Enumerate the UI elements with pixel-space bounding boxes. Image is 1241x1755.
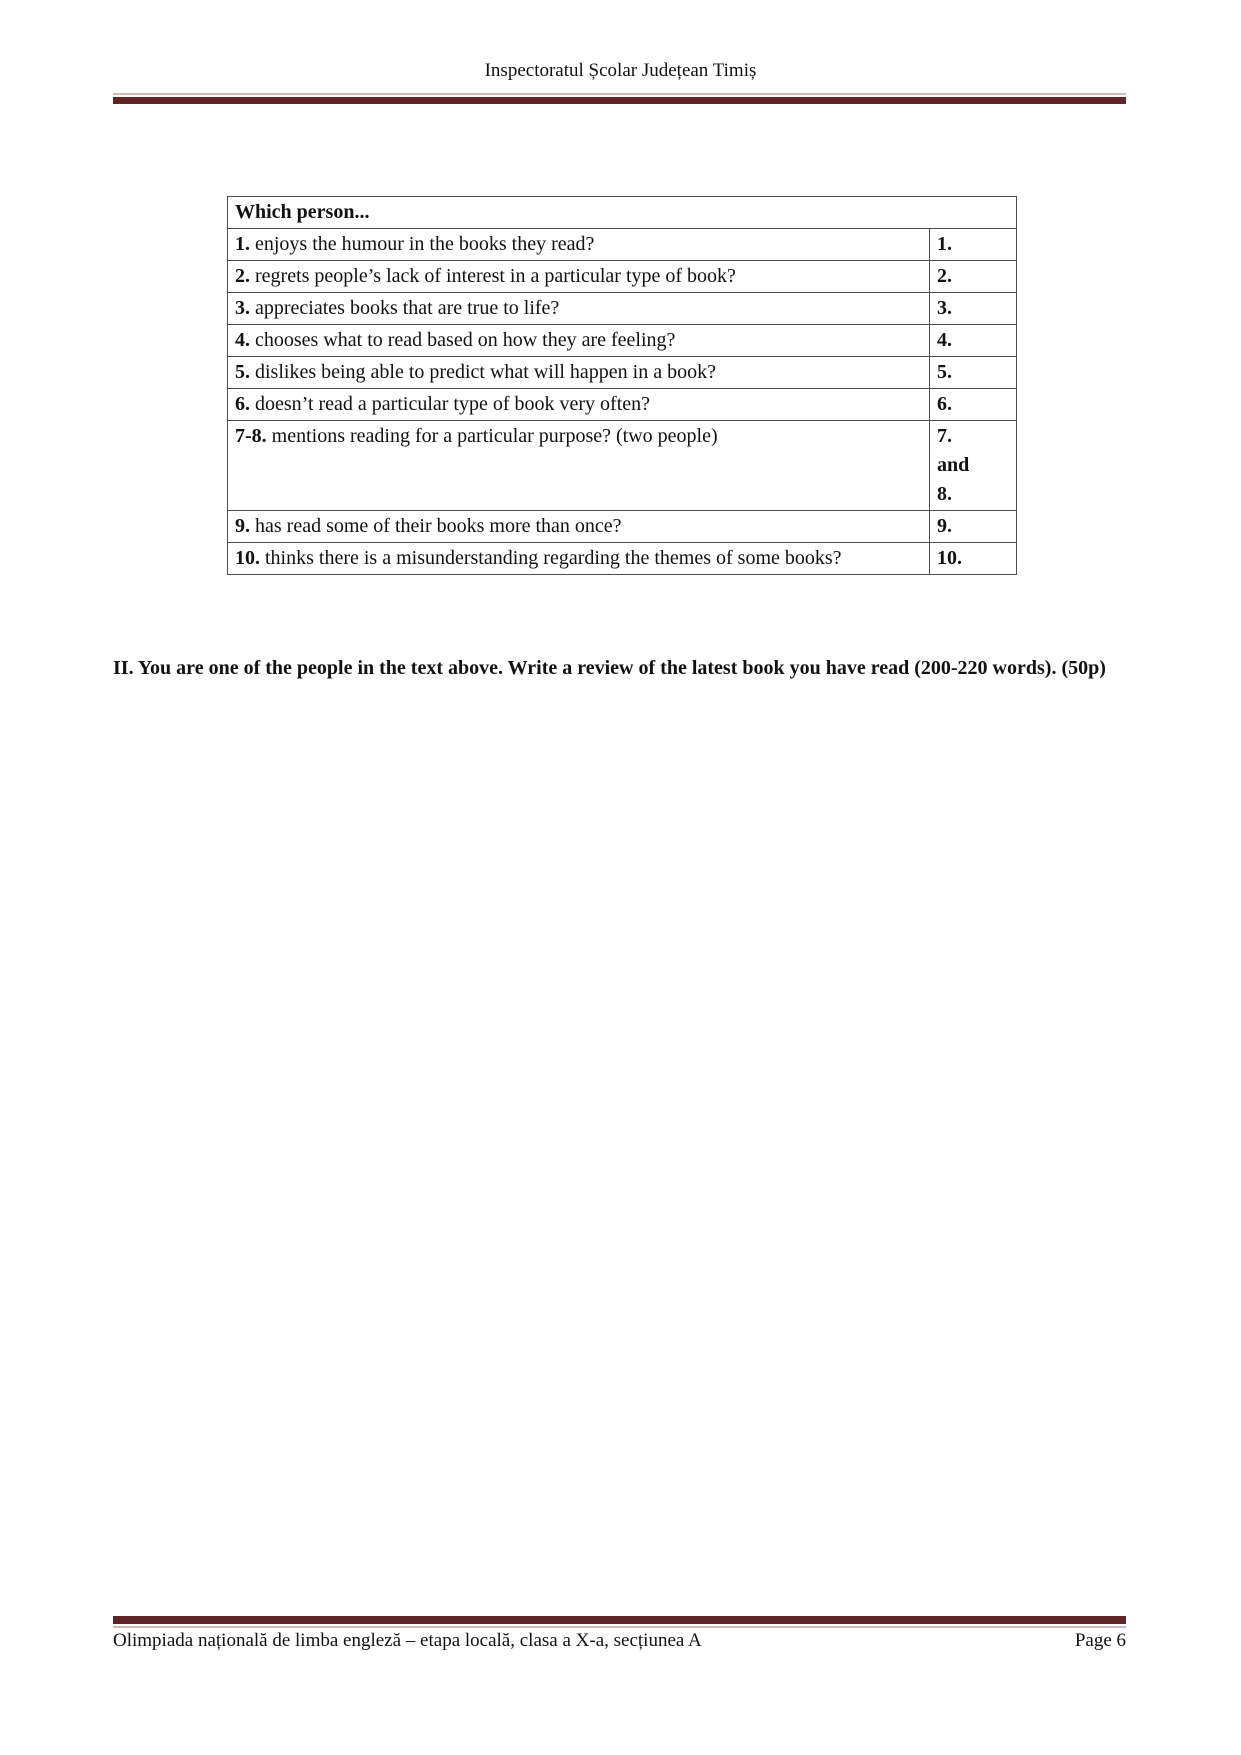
table-row	[228, 325, 1017, 357]
answer-cell: 6.	[930, 389, 1017, 421]
question-number: 2.	[235, 265, 250, 287]
question-text: has read some of their books more than once?	[255, 515, 622, 537]
table-row	[228, 389, 1017, 421]
header-rule	[113, 93, 1126, 104]
answer-cell: 10.	[930, 543, 1017, 575]
answer-cell: 3.	[930, 293, 1017, 325]
question-number: 3.	[235, 297, 250, 319]
question-text: appreciates books that are true to life?	[255, 297, 560, 319]
answer-line: and	[937, 454, 970, 476]
question-number: 9.	[235, 515, 250, 537]
question-cell	[228, 389, 930, 421]
question-cell	[228, 229, 930, 261]
question-cell	[228, 543, 930, 575]
question-cell	[228, 261, 930, 293]
header-title: Inspectoratul Școlar Județean Timiș	[484, 60, 757, 81]
table-row	[228, 357, 1017, 389]
question-cell	[228, 293, 930, 325]
question-number: 10.	[235, 547, 260, 569]
which-person-table	[227, 196, 1017, 575]
table-row	[228, 229, 1017, 261]
table-row	[228, 511, 1017, 543]
footer-rule-thick-line	[113, 1616, 1126, 1624]
answer-line: 8.	[937, 483, 952, 505]
question-text: doesn’t read a particular type of book very often?	[255, 393, 651, 415]
question-cell	[228, 357, 930, 389]
answer-cell: 9.	[930, 511, 1017, 543]
footer-rule	[113, 1616, 1126, 1628]
table-row	[228, 421, 1017, 511]
table-header-row	[228, 197, 1017, 229]
task-ii-instruction: II. You are one of the people in the text above. Write a review of the latest book you have read (200-220 words). (50p)	[113, 657, 1106, 679]
footer-title: Olimpiada națională de limba engleză – etapa locală, clasa a X-a, secțiunea A	[113, 1630, 702, 1651]
question-text: enjoys the humour in the books they read?	[255, 233, 595, 255]
question-number: 1.	[235, 233, 250, 255]
question-cell	[228, 511, 930, 543]
table-row	[228, 293, 1017, 325]
question-number: 7-8.	[235, 425, 267, 447]
header-rule-thin-line	[113, 93, 1126, 95]
question-text: mentions reading for a particular purpose? (two people)	[271, 425, 718, 447]
question-cell	[228, 325, 930, 357]
question-text: thinks there is a misunderstanding regarding the themes of some books?	[265, 547, 842, 569]
question-text: chooses what to read based on how they are feeling?	[255, 329, 676, 351]
table-row	[228, 543, 1017, 575]
table-title-cell: Which person...	[228, 197, 1017, 229]
answer-line: 7.	[937, 425, 952, 447]
page-number: Page 6	[1074, 1630, 1126, 1651]
question-number: 6.	[235, 393, 250, 415]
answer-cell: 2.	[930, 261, 1017, 293]
page-footer	[113, 1630, 1126, 1652]
question-number: 4.	[235, 329, 250, 351]
answer-cell: 5.	[930, 357, 1017, 389]
header-rule-thick-line	[113, 97, 1126, 104]
answer-cell: 1.	[930, 229, 1017, 261]
question-number: 5.	[235, 361, 250, 383]
question-cell	[228, 421, 930, 511]
answer-cell	[930, 421, 1017, 511]
question-text: regrets people’s lack of interest in a particular type of book?	[255, 265, 736, 287]
question-text: dislikes being able to predict what will happen in a book?	[255, 361, 716, 383]
answer-cell: 4.	[930, 325, 1017, 357]
footer-rule-thin-line	[113, 1626, 1126, 1628]
table-row	[228, 261, 1017, 293]
